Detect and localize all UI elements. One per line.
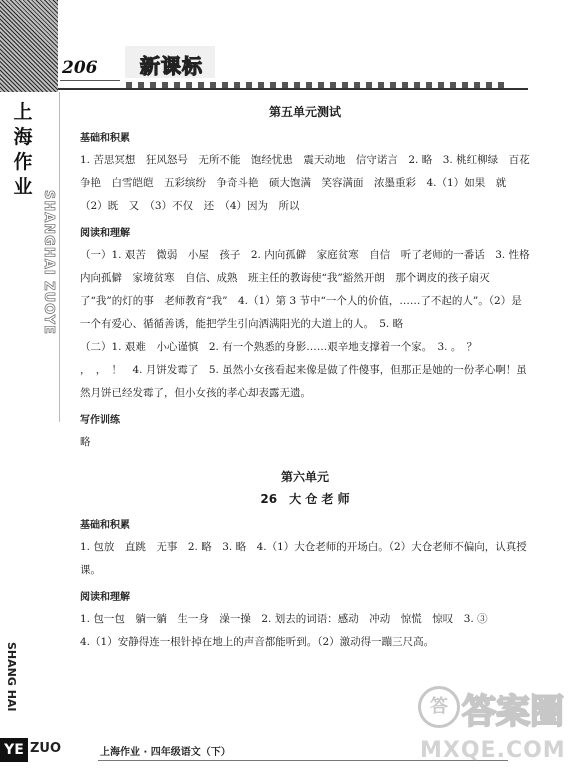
series-logo: 新课标 [140,54,203,78]
unit6-reading-answer: 4.（1）安静得连一根针掉在地上的声音都能听到。（2）激动得一蹦三尺高。 [80,636,435,648]
unit5-title: 第五单元测试 [268,105,341,119]
lesson-title: 26 大 仓 老 师 [260,492,350,506]
watermark-main: 答案圈 [462,692,564,732]
header-rule [58,88,528,90]
side-title-char: 业 [13,176,33,198]
hatch-pattern [0,0,58,92]
unit6-reading-answer: 1. 包一包 躺一躺 生一身 澡一操 2. 划去的词语：感动 冲动 惊慌 惊叹 3. ③ [80,613,488,625]
side-title-char: 海 [13,126,33,148]
unit5-reading-answer: ， ， ！ 4. 月饼发霉了 5. 虽然小女孩看起来像是做了件傻事，但那正是她的一份孝心啊！虽然月饼已经发霉了，但小女孩的孝心却表露无遗。 [80,364,527,399]
side-title-char: 作 [13,151,33,173]
unit6-reading-heading: 阅读和理解 [80,592,130,603]
side-divider [59,92,60,422]
unit5-writing-answer: 略 [80,436,91,448]
footer-zuo: ZUO [30,741,62,756]
side-title-char: 上 [13,101,33,123]
unit5-writing-heading: 写作训练 [80,415,120,426]
page-number: 206 [62,58,98,78]
unit6-title: 第六单元 [280,470,329,484]
watermark [418,682,578,768]
footer-ye-block: YE [0,738,28,762]
unit5-basics-heading: 基础和积累 [80,133,130,144]
side-pinyin: SHANGHAI ZUOYE [41,190,56,336]
book-title: 上海作业 · 四年级语文（下） [100,747,231,758]
watermark-url: MXQE.COM [420,738,566,763]
unit6-basics-answer: 1. 包放 直跳 无事 2. 略 3. 略 4.（1）大仓老师的开场白。（2）大仓老师不偏向，认真授课。 [80,541,527,576]
watermark-ring-icon: 答 [418,686,460,728]
unit6-basics-heading: 基础和积累 [80,520,130,531]
unit5-reading-heading: 阅读和理解 [80,228,130,239]
unit5-reading-answer: （二）1. 艰难 小心谨慎 2. 有一个熟悉的身影……艰辛地支撑着一个家。 3. 。 ？ [80,341,478,353]
unit5-basics-answer: 1. 苦思冥想 狂风怒号 无所不能 饱经忧患 震天动地 信守诺言 2. 略 3. 桃红柳绿 百花争艳 白雪皑皑 五彩缤纷 争奇斗艳 硕大饱满 笑容满面 浓墨重彩 4.（1）如果 就 （2）既 又 （3）不仅 还 （4）因为 所以 [80,154,530,212]
footer-side-tab: SHANG HAI [5,642,18,712]
answer-content [80,95,530,654]
side-title [12,100,34,200]
page-number-underline [60,80,120,81]
unit5-reading-answer: （一）1. 艰苦 微弱 小屋 孩子 2. 内向孤僻 家庭贫寒 自信 听了老师的一番话 3. 性格内向孤僻 家境贫寒 自信、成熟 班主任的教诲使“我”豁然开朗 那个调皮的孩子扇灭了“我”的灯的事 老师教育“我” 4.（1）第 3 节中“一个人的价值，……了不起的人”。（2）是一个有爱心、循循善诱，能把学生引向洒满阳光的大道上的人。 5. 略 [80,249,530,330]
